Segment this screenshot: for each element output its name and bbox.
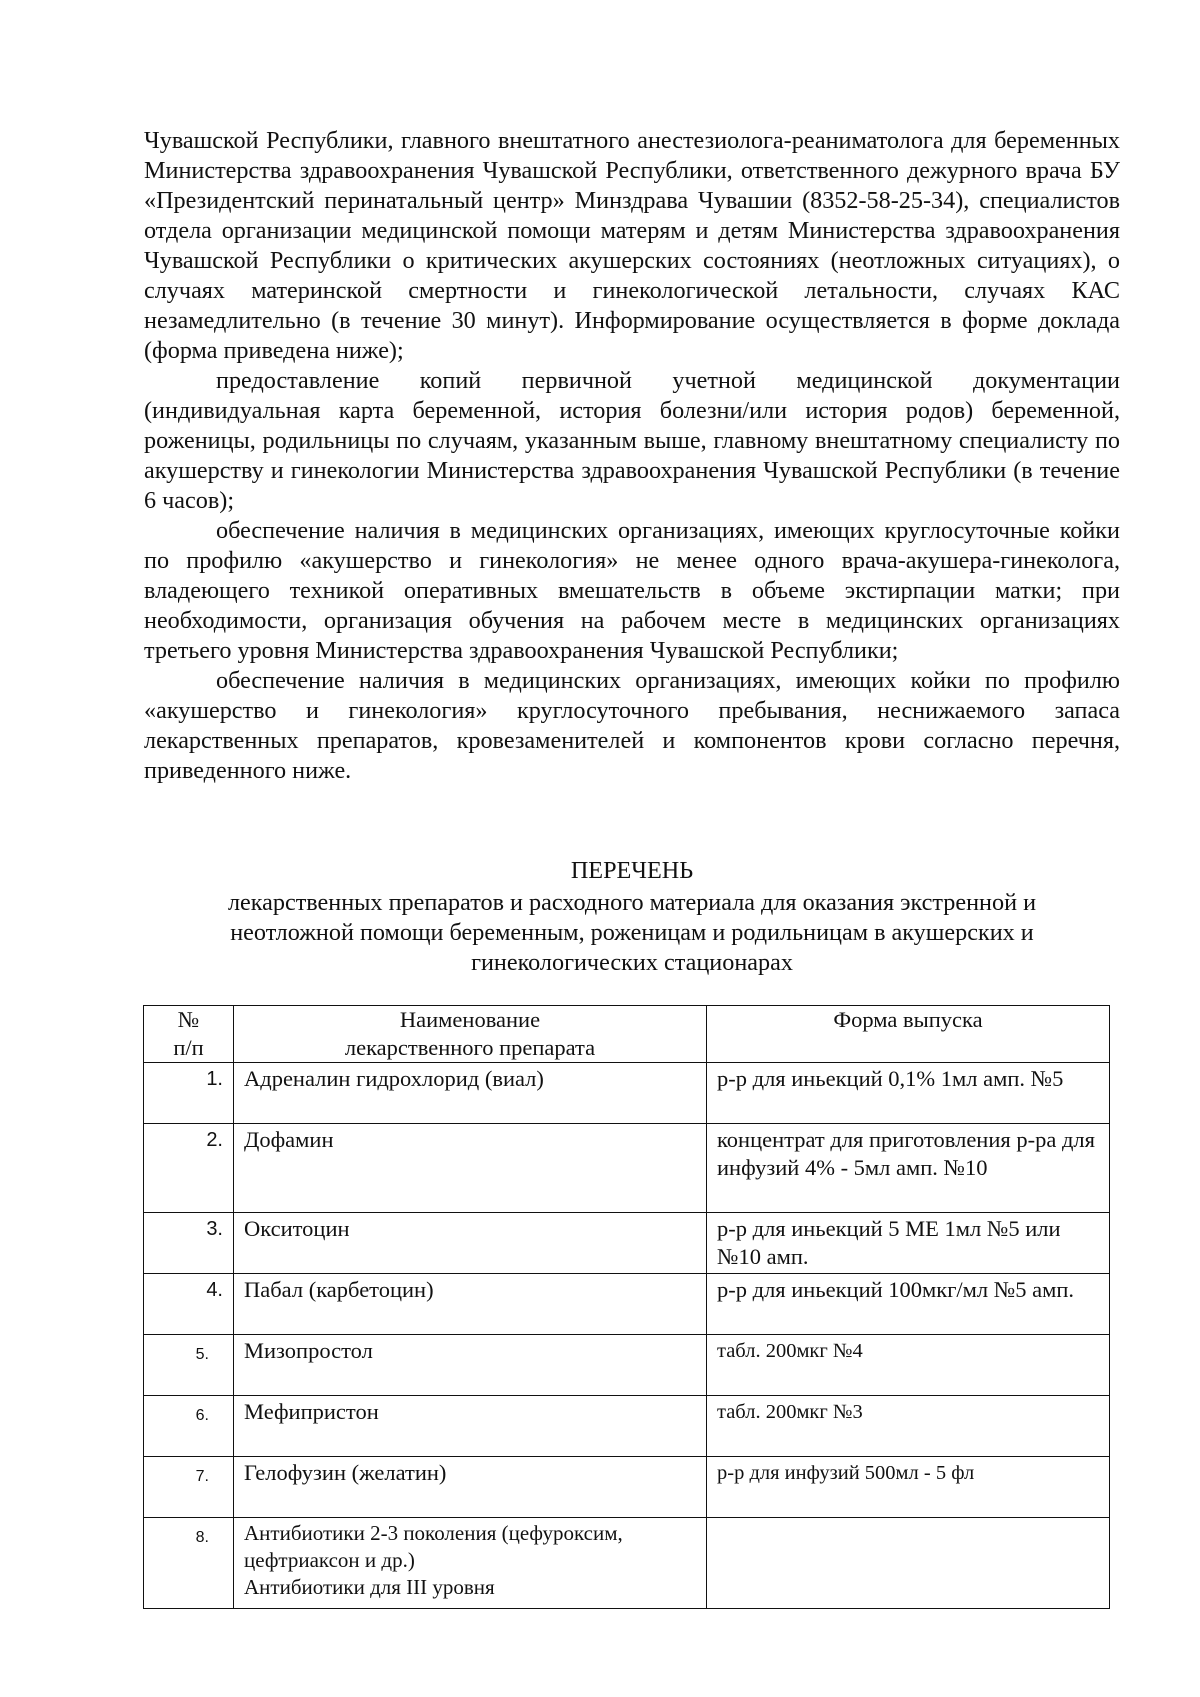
paragraph-1: Чувашской Республики, главного внештатного анестезиолога-реаниматолога для беременных Министерства здравоохранения Чувашской Республики, ответственного дежурного врача БУ «Президентский перинатальный центр» Минздрава Чувашии (8352-58-25-34), специалистов отдела организации медицинской помощи матерям и детям Министерства здравоохранения Чувашской Республики о критических акушерских состояниях (неотложных ситуациях), о случаях материнской смертности и гинекологической летальности, случаях КАС незамедлительно (в течение 30 минут). Информирование осуществляется в форме доклада (форма приведена ниже); [144, 127, 1120, 364]
row-name: Мефипристон [234, 1396, 707, 1457]
header-num: № п/п [144, 1006, 234, 1063]
paragraph-2: предоставление копий первичной учетной медицинской документации (индивидуальная карта беременной, история болезни/или история родов) беременной, роженицы, родильницы по случаям, указанным выше, главному внештатному специалисту по акушерству и гинекологии Министерства здравоохранения Чувашской Республики (в течение 6 часов); [144, 367, 1120, 514]
list-title: ПЕРЕЧЕНЬ [570, 857, 694, 884]
row-form: р-р для иньекций 100мкг/мл №5 амп. [707, 1274, 1110, 1335]
row-num: 7. [144, 1457, 234, 1518]
row-num: 5. [144, 1335, 234, 1396]
table-row [144, 1457, 1110, 1518]
row-name: Гелофузин (желатин) [234, 1457, 707, 1518]
row-num: 3. [144, 1213, 234, 1274]
list-subtitle-line: лекарственных препаратов и расходного материала для оказания экстренной и [227, 889, 1037, 916]
row-num: 2. [144, 1124, 234, 1213]
row-form: табл. 200мкг №3 [707, 1396, 1110, 1457]
paragraph-4: обеспечение наличия в медицинских организациях, имеющих койки по профилю «акушерство и гинекология» круглосуточного пребывания, неснижаемого запаса лекарственных препаратов, кровезаменителей и компонентов крови согласно перечня, приведенного ниже. [144, 667, 1120, 784]
row-form: р-р для инфузий 500мл - 5 фл [707, 1457, 1110, 1518]
header-name: Наименование лекарственного препарата [234, 1006, 707, 1063]
table-row [144, 1063, 1110, 1124]
row-num: 1. [144, 1063, 234, 1124]
row-form: концентрат для приготовления р-ра для инфузий 4% - 5мл амп. №10 [707, 1124, 1110, 1213]
row-form: табл. 200мкг №4 [707, 1335, 1110, 1396]
table-row [144, 1335, 1110, 1396]
table-row [144, 1213, 1110, 1274]
row-name: Дофамин [234, 1124, 707, 1213]
table-row [144, 1518, 1110, 1609]
medicines-table [143, 1005, 1110, 1609]
table-row [144, 1274, 1110, 1335]
row-name: Окситоцин [234, 1213, 707, 1274]
row-num: 6. [144, 1396, 234, 1457]
row-num: 4. [144, 1274, 234, 1335]
row-name: Мизопростол [234, 1335, 707, 1396]
row-num: 8. [144, 1518, 234, 1609]
list-subtitle [144, 888, 1120, 978]
header-form: Форма выпуска [707, 1006, 1110, 1063]
table-row [144, 1124, 1110, 1213]
list-subtitle-line: неотложной помощи беременным, роженицам и родильницам в акушерских и [230, 919, 1034, 946]
row-name: Антибиотики 2-3 поколения (цефуроксим, цефтриаксон и др.) Антибиотики для III уровня [234, 1518, 707, 1609]
list-subtitle-line: гинекологических стационарах [471, 949, 793, 976]
table-header-row [144, 1006, 1110, 1063]
paragraph-3: обеспечение наличия в медицинских организациях, имеющих круглосуточные койки по профилю «акушерство и гинекология» не менее одного врача-акушера-гинеколога, владеющего техникой оперативных вмешательств в объеме экстирпации матки; при необходимости, организация обучения на рабочем месте в медицинских организациях третьего уровня Министерства здравоохранения Чувашской Республики; [144, 517, 1120, 664]
table-row [144, 1396, 1110, 1457]
list-header [144, 856, 1120, 978]
row-form: р-р для иньекций 5 МЕ 1мл №5 или №10 амп. [707, 1213, 1110, 1274]
row-name: Адреналин гидрохлорид (виал) [234, 1063, 707, 1124]
body-text [144, 126, 1120, 786]
row-name: Пабал (карбетоцин) [234, 1274, 707, 1335]
row-form: р-р для иньекций 0,1% 1мл амп. №5 [707, 1063, 1110, 1124]
row-form [707, 1518, 1110, 1609]
